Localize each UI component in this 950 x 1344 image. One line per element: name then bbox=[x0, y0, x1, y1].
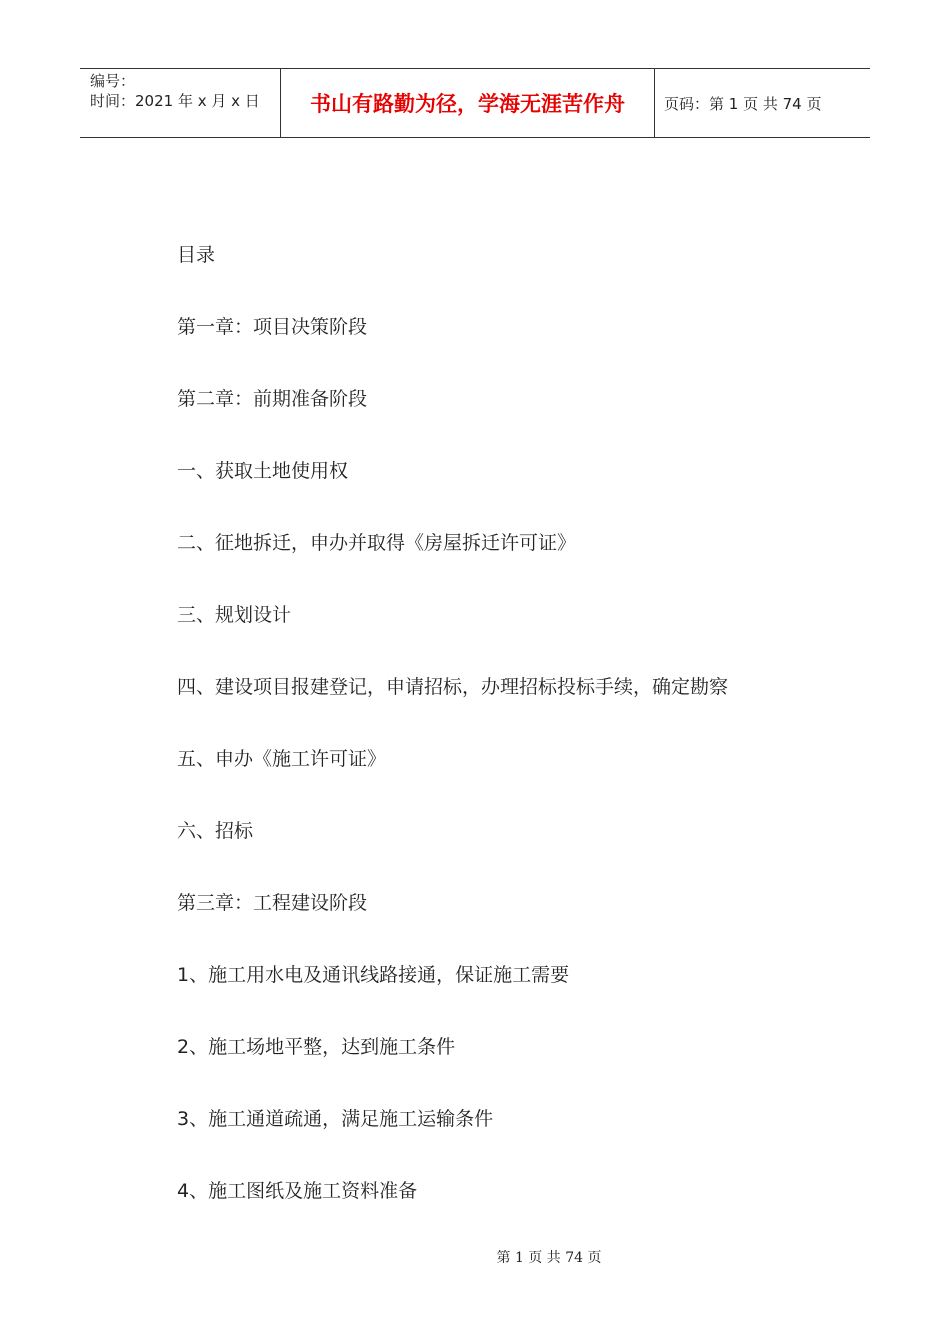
toc-item: 六、招标 bbox=[177, 820, 254, 842]
page-footer: 第 1 页 共 74 页 bbox=[496, 1250, 602, 1266]
header-meta bbox=[80, 69, 281, 137]
document-time-label: 时间：2021 年 x 月 x 日 bbox=[90, 92, 260, 110]
document-number-label: 编号： bbox=[90, 72, 136, 90]
header-motto: 书山有路勤为径，学海无涯苦作舟 bbox=[281, 69, 655, 137]
document-header bbox=[80, 68, 870, 138]
toc-item: 4、施工图纸及施工资料准备 bbox=[177, 1180, 418, 1202]
toc-item: 第三章：工程建设阶段 bbox=[177, 892, 368, 914]
toc-item: 三、规划设计 bbox=[177, 604, 292, 626]
header-page-label: 页码：第 1 页 共 74 页 bbox=[664, 94, 822, 113]
toc-item: 第二章：前期准备阶段 bbox=[177, 388, 368, 410]
toc-item: 第一章：项目决策阶段 bbox=[177, 316, 368, 338]
toc-item: 五、申办《施工许可证》 bbox=[177, 748, 387, 770]
toc-item: 一、获取土地使用权 bbox=[177, 460, 349, 482]
toc-item: 3、施工通道疏通，满足施工运输条件 bbox=[177, 1108, 494, 1130]
toc-item: 四、建设项目报建登记，申请招标，办理招标投标手续，确定勘察 bbox=[177, 676, 729, 698]
toc-item: 2、施工场地平整，达到施工条件 bbox=[177, 1036, 456, 1058]
toc-item: 二、征地拆迁，申办并取得《房屋拆迁许可证》 bbox=[177, 532, 577, 554]
toc-title: 目录 bbox=[177, 244, 216, 266]
toc-item: 1、施工用水电及通讯线路接通，保证施工需要 bbox=[177, 964, 570, 986]
